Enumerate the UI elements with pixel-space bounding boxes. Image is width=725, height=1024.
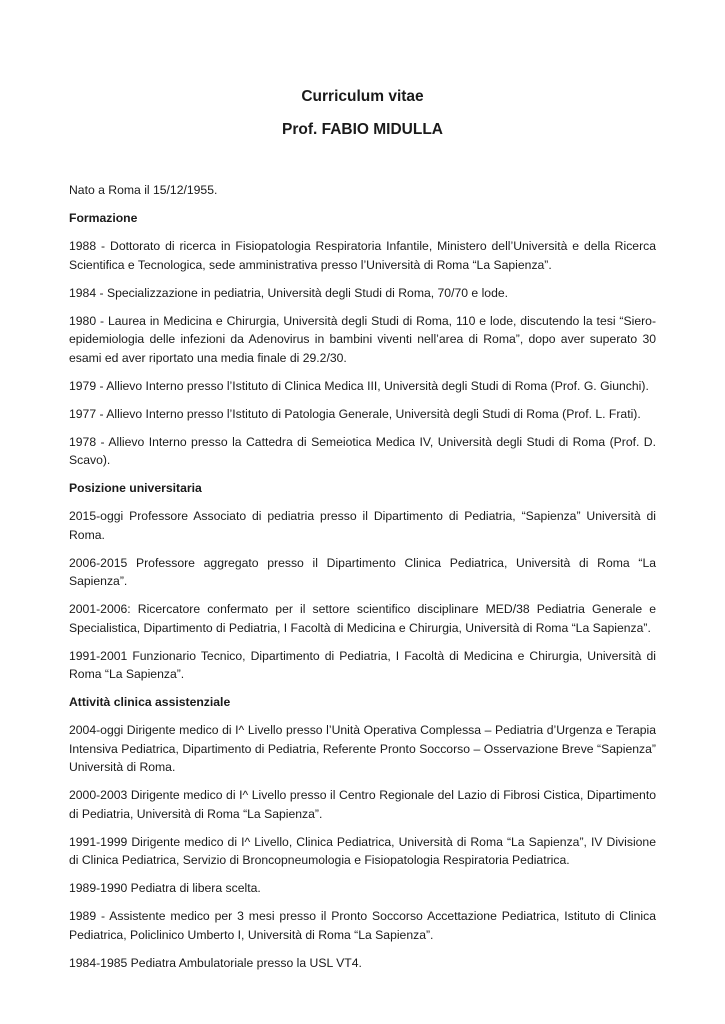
- document-body: [69, 181, 656, 982]
- attivita-item: 2000-2003 Dirigente medico di I^ Livello presso il Centro Regionale del Lazio di Fibrosi Cistica, Dipartimento di Pediatria, Università di Roma “La Sapienza”.: [69, 788, 656, 821]
- attivita-item: 1989 - Assistente medico per 3 mesi presso il Pronto Soccorso Accettazione Pediatrica, Istituto di Clinica Pediatrica, Policlinico Umberto I, Università di Roma “La Sapienza”.: [69, 909, 656, 942]
- attivita-item: 1984-1985 Pediatra Ambulatoriale presso la USL VT4.: [69, 955, 362, 970]
- posizione-item: 2006-2015 Professore aggregato presso il Dipartimento Clinica Pediatrica, Università di Roma “La Sapienza”.: [69, 555, 656, 588]
- document-title: Curriculum vitae: [301, 88, 424, 105]
- document-subtitle: Prof. FABIO MIDULLA: [281, 121, 444, 138]
- formazione-item: 1977 - Allievo Interno presso l’Istituto di Patologia Generale, Università degli Studi di Roma (Prof. L. Frati).: [69, 406, 641, 421]
- formazione-item: 1979 - Allievo Interno presso l’Istituto di Clinica Medica III, Università degli Studi di Roma (Prof. G. Giunchi).: [69, 378, 649, 393]
- attivita-item: 1989-1990 Pediatra di libera scelta.: [69, 881, 261, 895]
- formazione-item: 1984 - Specializzazione in pediatria, Università degli Studi di Roma, 70/70 e lode.: [69, 285, 509, 300]
- attivita-item: 2004-oggi Dirigente medico di I^ Livello presso l’Unità Operativa Complessa – Pediatria d’Urgenza e Terapia Intensiva Pediatrica, Dipartimento di Pediatria, Referente Pronto Soccorso – Osservazione Breve “Sapienza” Università di Roma.: [69, 723, 656, 774]
- posizione-item: 2015-oggi Professore Associato di pediatria presso il Dipartimento di Pediatria, “Sapienza” Università di Roma.: [69, 509, 656, 542]
- formazione-item: 1988 - Dottorato di ricerca in Fisiopatologia Respiratoria Infantile, Ministero dell’Università e della Ricerca Scientifica e Tecnologica, sede amministrativa presso l’Università di Roma “La Sapienza”.: [69, 239, 656, 272]
- posizione-item: 2001-2006: Ricercatore confermato per il settore scientifico disciplinare MED/38 Pediatria Generale e Specialistica, Dipartimento di Pediatria, I Facoltà di Medicina e Chirurgia, Università di Roma “La Sapienza”.: [69, 602, 656, 635]
- section-heading-posizione: Posizione universitaria: [69, 481, 202, 495]
- section-heading-attivita: Attività clinica assistenziale: [69, 695, 231, 709]
- formazione-item: 1980 - Laurea in Medicina e Chirurgia, Università degli Studi di Roma, 110 e lode, discutendo la tesi “Siero-epidemiologia delle infezioni da Adenovirus in bambini viventi nell’area di Roma”, dopo aver superato 30 esami ed aver riportato una media finale di 29.2/30.: [69, 313, 656, 365]
- birth-info: Nato a Roma il 15/12/1955.: [69, 183, 218, 197]
- posizione-item: 1991-2001 Funzionario Tecnico, Dipartimento di Pediatria, I Facoltà di Medicina e Chirurgia, Università di Roma “La Sapienza”.: [69, 648, 656, 681]
- attivita-item: 1991-1999 Dirigente medico di I^ Livello, Clinica Pediatrica, Università di Roma “La Sapienza”, IV Divisione di Clinica Pediatrica, Servizio di Broncopneumologia e Fisiopatologia Respiratoria Pediatrica.: [69, 834, 656, 867]
- section-heading-formazione: Formazione: [69, 211, 138, 225]
- formazione-item: 1978 - Allievo Interno presso la Cattedra di Semeiotica Medica IV, Università degli Studi di Roma (Prof. D. Scavo).: [69, 434, 656, 467]
